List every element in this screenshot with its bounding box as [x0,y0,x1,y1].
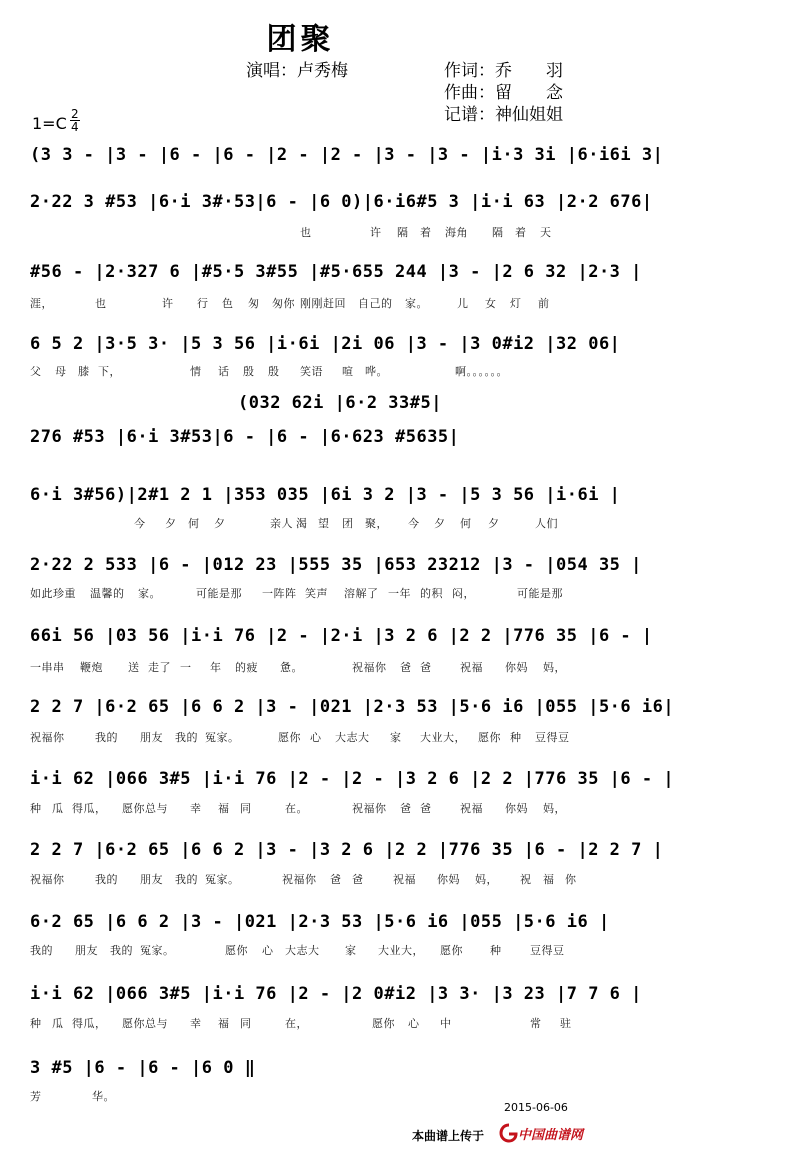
lyric-word: 心 [262,944,274,957]
lyric-word: 瓜 [52,802,64,815]
lyric-word: 芳 [30,1090,42,1103]
lyric-word: 团 [342,517,354,530]
lyric-word: 殷 [243,365,255,378]
lyric-word: 种 [30,1017,42,1030]
lyric-word: 中 [440,1017,452,1030]
lyric-word: 爸 [420,661,432,674]
lyric-word: 祝 [520,873,532,886]
lyric-word: 今 [134,517,146,530]
lyric-word: 在。 [285,802,308,815]
lyric-word: 祝福你 [352,802,387,815]
lyric-word: 我的 [95,731,118,744]
lyric-word: 夕 [488,517,500,530]
lyric-word: 夕 [214,517,226,530]
lyric-word: 家 [345,944,357,957]
logo-text: 中国曲谱网 [518,1128,584,1143]
notation-line: i·i 62 |066 3#5 |i·i 76 |2 - |2 - |3 2 6 |2 2 |776 35 |6 - | [30,769,675,789]
lyric-word: 爸 [400,802,412,815]
notation-line: 276 #53 |6·i 3#53|6 - |6 - |6·623 #5635| [30,427,460,447]
lyric-word: 喧 [342,365,354,378]
lyric-word: 渴 [296,517,308,530]
lyric-word: 朋友 [140,873,163,886]
lyric-word: 朋友 [140,731,163,744]
lyric-word: 家。 [138,587,161,600]
logo-mark-icon [500,1123,518,1143]
meter-bottom: 4 [71,120,79,134]
notation-line: 2·22 3 #53 |6·i 3#·53|6 - |6 0)|6·i6#5 3 |i·i 63 |2·2 676| [30,192,653,212]
lyric-word: 着 [420,226,432,239]
lyric-word: 祝福你 [30,873,65,886]
lyric-word: 许 [162,297,174,310]
notation-line: #56 - |2·327 6 |#5·5 3#55 |#5·655 244 |3 - |2 6 32 |2·3 | [30,262,642,282]
lyric-word: 灯 [510,297,522,310]
lyric-word: 愿你 [225,944,248,957]
lyric-word: 夕 [434,517,446,530]
lyric-word: 膝 [78,365,90,378]
meter-top: 2 [71,107,79,121]
composer-label: 作曲： [444,83,495,103]
lyric-word: 豆得豆 [535,731,570,744]
lyric-word: 匆你 [272,297,295,310]
lyric-word: 色 [222,297,234,310]
lyric-word: 冤家。 [205,873,240,886]
singer-credit: 演唱：卢秀梅 [246,61,348,81]
lyric-word: 话 [218,365,230,378]
lyric-word: 的积 [420,587,443,600]
lyric-word: 啊。。。。。。 [455,365,508,378]
lyric-word: 也 [300,226,312,239]
lyric-word: 情 [190,365,202,378]
lyric-word: 母 [55,365,67,378]
lyric-word: 年 [210,661,222,674]
song-title: 团聚 [266,22,335,57]
lyric-word: 我的 [30,944,53,957]
lyric-word: 我的 [110,944,133,957]
lyric-word: 大业大， [420,731,466,744]
lyric-word: 殷 [268,365,280,378]
notation-line: (032 62i |6·2 33#5| [238,393,442,413]
lyric-word: 着 [515,226,527,239]
lyric-word: 爸 [400,661,412,674]
lyric-word: 朋友 [75,944,98,957]
lyric-word: 爸 [352,873,364,886]
lyric-word: 心 [408,1017,420,1030]
lyricist-name: 乔 羽 [495,61,563,81]
lyric-word: 我的 [175,731,198,744]
lyric-word: 鞭炮 [80,661,103,674]
lyric-word: 笑语 [300,365,323,378]
lyric-word: 匆 [248,297,260,310]
transcriber-label: 记谱： [444,105,495,125]
lyric-word: 冤家。 [205,731,240,744]
lyric-word: 在， [285,1017,308,1030]
lyric-word: 愿你 [440,944,463,957]
lyric-word: 海角 [445,226,468,239]
lyric-word: 祝福 [393,873,416,886]
lyric-word: 心 [310,731,322,744]
lyric-word: 也 [95,297,107,310]
lyric-word: 可能是那 [517,587,563,600]
lyric-word: 行 [197,297,209,310]
lyric-word: 你妈 [505,802,528,815]
transcriber-credit [444,100,563,125]
lyric-word: 妈， [475,873,498,886]
lyric-word: 愿你总与 [122,802,168,815]
lyric-word: 家。 [405,297,428,310]
lyric-word: 刚刚赶回 [300,297,346,310]
lyric-word: 家 [390,731,402,744]
lyric-word: 种 [510,731,522,744]
lyric-word: 如此珍重 [30,587,76,600]
lyric-word: 惫。 [280,661,303,674]
notation-line: 6·2 65 |6 6 2 |3 - |021 |2·3 53 |5·6 i6 |055 |5·6 i6 | [30,912,610,932]
lyric-word: 祝福你 [282,873,317,886]
lyric-word: 你妈 [505,661,528,674]
lyric-word: 得瓜， [72,1017,107,1030]
transcriber-name: 神仙姐姐 [495,105,563,125]
notation-line: i·i 62 |066 3#5 |i·i 76 |2 - |2 0#i2 |3 3· |3 23 |7 7 6 | [30,984,642,1004]
lyric-word: 父 [30,365,42,378]
lyric-word: 自己的 [358,297,393,310]
lyric-word: 得瓜， [72,802,107,815]
lyric-word: 一 [180,661,192,674]
lyric-word: 同 [240,1017,252,1030]
composer-name: 留 念 [495,83,563,103]
notation-line: 2·22 2 533 |6 - |012 23 |555 35 |653 23212 |3 - |054 35 | [30,555,642,575]
lyric-word: 妈， [543,661,566,674]
lyric-word: 种 [30,802,42,815]
lyric-word: 一串串 [30,661,65,674]
lyric-word: 种 [490,944,502,957]
lyric-word: 哗。 [365,365,388,378]
lyric-word: 祝福你 [352,661,387,674]
lyric-word: 走了 [148,661,171,674]
lyric-word: 你 [565,873,577,886]
lyric-word: 愿你总与 [122,1017,168,1030]
lyric-word: 豆得豆 [530,944,565,957]
lyric-word: 常 [530,1017,542,1030]
lyric-word: 夕 [165,517,177,530]
notation-line: 2 2 7 |6·2 65 |6 6 2 |3 - |021 |2·3 53 |5·6 i6 |055 |5·6 i6| [30,697,675,717]
lyric-word: 福 [218,1017,230,1030]
lyric-word: 一阵阵 [262,587,297,600]
lyric-word: 儿 [457,297,469,310]
lyric-word: 大志大 [285,944,320,957]
lyric-word: 大志大 [335,731,370,744]
notation-line: 3 #5 |6 - |6 - |6 0 ‖ [30,1058,256,1078]
lyric-word: 一年 [388,587,411,600]
lyric-word: 涯， [30,297,53,310]
lyric-word: 何 [460,517,472,530]
lyric-word: 前 [538,297,550,310]
notation-line: 6 5 2 |3·5 3· |5 3 56 |i·6i |2i 06 |3 - |3 0#i2 |32 06| [30,334,621,354]
lyric-word: 笑声 [305,587,328,600]
lyric-word: 愿你 [372,1017,395,1030]
lyric-word: 今 [408,517,420,530]
lyric-word: 祝福 [460,661,483,674]
lyric-word: 可能是那 [196,587,242,600]
site-logo [500,1122,592,1144]
lyric-word: 人们 [535,517,558,530]
lyric-word: 幸 [190,802,202,815]
notation-line: 66i 56 |03 56 |i·i 76 |2 - |2·i |3 2 6 |2 2 |776 35 |6 - | [30,626,653,646]
lyric-word: 聚， [365,517,388,530]
lyric-word: 溶解了 [344,587,379,600]
notation-line: 6·i 3#56)|2#1 2 1 |353 035 |6i 3 2 |3 - |5 3 56 |i·6i | [30,485,621,505]
date-stamp: 2015-06-06 [504,1101,568,1114]
lyric-word: 福 [543,873,555,886]
notation-line: 2 2 7 |6·2 65 |6 6 2 |3 - |3 2 6 |2 2 |776 35 |6 - |2 2 7 | [30,840,664,860]
lyric-word: 天 [540,226,552,239]
lyric-word: 我的 [95,873,118,886]
time-signature [70,108,80,133]
lyric-word: 温馨的 [90,587,125,600]
lyric-word: 驻 [560,1017,572,1030]
lyric-word: 福 [218,802,230,815]
lyric-word: 望 [318,517,330,530]
lyric-word: 闷， [452,587,475,600]
lyric-word: 女 [485,297,497,310]
lyric-word: 的疲 [235,661,258,674]
lyric-word: 爸 [330,873,342,886]
lyric-word: 许 [370,226,382,239]
upload-note: 本曲谱上传于 [412,1129,485,1143]
lyric-word: 瓜 [52,1017,64,1030]
lyric-word: 亲人 [270,517,293,530]
lyric-word: 送 [128,661,140,674]
lyricist-label: 作词： [444,61,495,81]
lyric-word: 下， [98,365,121,378]
lyric-word: 隔 [492,226,504,239]
lyric-word: 祝福你 [30,731,65,744]
lyric-word: 妈， [543,802,566,815]
lyric-word: 祝福 [460,802,483,815]
lyric-word: 同 [240,802,252,815]
lyric-word: 愿你 [478,731,501,744]
key-signature: 1=C [32,114,67,133]
lyric-word: 大业大， [378,944,424,957]
lyric-word: 我的 [175,873,198,886]
notation-line: (3 3 - |3 - |6 - |6 - |2 - |2 - |3 - |3 - |i·3 3i |6·i6i 3| [30,145,664,165]
lyric-word: 华。 [92,1090,115,1103]
lyric-word: 愿你 [278,731,301,744]
lyric-word: 冤家。 [140,944,175,957]
lyric-word: 何 [188,517,200,530]
lyric-word: 你妈 [437,873,460,886]
lyric-word: 幸 [190,1017,202,1030]
lyric-word: 隔 [397,226,409,239]
lyric-word: 爸 [420,802,432,815]
